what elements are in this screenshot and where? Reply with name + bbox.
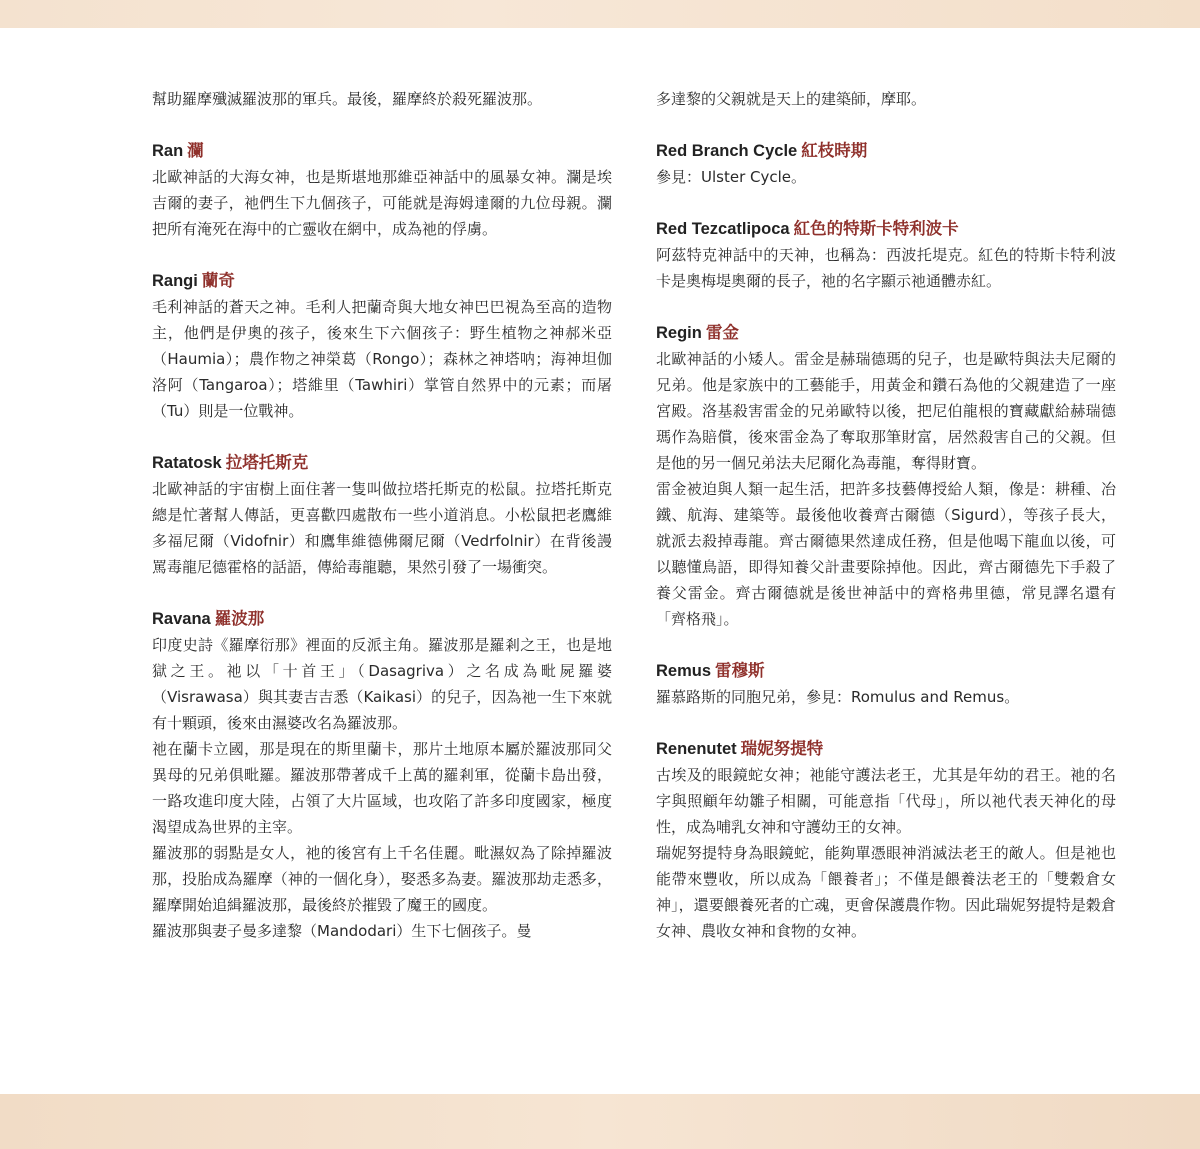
entry-title-zh: 紅色的特斯卡特利波卡 <box>793 220 959 238</box>
entry-title-zh: 拉塔托斯克 <box>225 454 309 472</box>
entry-red-branch-cycle <box>656 139 1116 190</box>
left-column <box>152 86 612 944</box>
entry-paragraph: 雷金被迫與人類一起生活，把許多技藝傳授給人類，像是：耕種、冶鐵、航海、建築等。最後他收養齊古爾德（Sigurd），等孩子長大，就派去殺掉毒龍。齊古爾德果然達成任務，但是他喝下龍血以後，可以聽懂鳥語，即得知養父計畫要除掉他。因此，齊古爾德先下手殺了養父雷金。齊古爾德就是後世神話中的齊格弗里德，常見譯名還有「齊格飛」。 <box>656 480 1116 628</box>
entry-paragraph: 羅慕路斯的同胞兄弟，參見：Romulus and Remus。 <box>656 688 1020 706</box>
entry-title <box>152 607 612 631</box>
entry-title-en: Rangi <box>152 272 198 290</box>
entry-paragraph: 瑞妮努提特身為眼鏡蛇，能夠單憑眼神消滅法老王的敵人。但是祂也能帶來豐收，所以成為「餵養者」；不僅是餵養法老王的「雙穀倉女神」，還要餵養死者的亡魂，更會保護農作物。因此瑞妮努提特是穀倉女神、農收女神和食物的女神。 <box>656 844 1116 940</box>
entry-paragraph: 古埃及的眼鏡蛇女神；祂能守護法老王，尤其是年幼的君王。祂的名字與照顧年幼雛子相關，可能意指「代母」，所以祂代表天神化的母性，成為哺乳女神和守護幼王的女神。 <box>656 766 1116 836</box>
entry-ratatosk <box>152 451 612 580</box>
entry-title <box>656 217 1116 241</box>
entry-rangi <box>152 269 612 424</box>
bottom-paper-band <box>0 1094 1200 1149</box>
entry-renenutet <box>656 737 1116 944</box>
right-lead-text: 多達黎的父親就是天上的建築師，摩耶。 <box>656 90 927 108</box>
entry-title <box>656 659 1116 683</box>
entry-remus <box>656 659 1116 710</box>
entry-title-zh: 瑞妮努提特 <box>740 740 824 758</box>
entry-regin <box>656 321 1116 632</box>
entry-title-en: Renenutet <box>656 740 737 758</box>
entry-paragraph: 北歐神話的小矮人。雷金是赫瑞德瑪的兒子，也是歐特與法夫尼爾的兄弟。他是家族中的工藝能手，用黃金和鑽石為他的父親建造了一座宮殿。洛基殺害雷金的兄弟歐特以後，把尼伯龍根的寶藏獻給赫瑞德瑪作為賠償，後來雷金為了奪取那筆財富，居然殺害自己的父親。但是他的另一個兄弟法夫尼爾化為毒龍，奪得財寶。 <box>656 350 1116 472</box>
entry-ravana <box>152 607 612 944</box>
entry-paragraph: 羅波那的弱點是女人，祂的後宮有上千名佳麗。毗濕奴為了除掉羅波那，投胎成為羅摩（神的一個化身），娶悉多為妻。羅波那劫走悉多，羅摩開始追緝羅波那，最後終於摧毀了魔王的國度。 <box>152 844 612 914</box>
entry-title-zh: 瀾 <box>187 142 204 160</box>
entry-title <box>656 737 1116 761</box>
entry-paragraph: 祂在蘭卡立國，那是現在的斯里蘭卡，那片土地原本屬於羅波那同父異母的兄弟俱毗羅。羅波那帶著成千上萬的羅剎軍，從蘭卡島出發，一路攻進印度大陸，占領了大片區域，也攻陷了許多印度國家，極度渴望成為世界的主宰。 <box>152 740 612 836</box>
entry-paragraph: 北歐神話的大海女神，也是斯堪地那維亞神話中的風暴女神。瀾是埃吉爾的妻子，祂們生下九個孩子，可能就是海姆達爾的九位母親。瀾把所有淹死在海中的亡靈收在網中，成為祂的俘虜。 <box>152 168 612 238</box>
entry-title-zh: 雷金 <box>705 324 739 342</box>
entry-title-en: Remus <box>656 662 712 680</box>
entry-title-en: Ratatosk <box>152 454 222 472</box>
entry-ran <box>152 139 612 242</box>
top-paper-band <box>0 0 1200 28</box>
entry-title-zh: 雷穆斯 <box>715 662 765 680</box>
entry-title-en: Ran <box>152 142 184 160</box>
entry-paragraph: 阿茲特克神話中的天神，也稱為：西波托堤克。紅色的特斯卡特利波卡是奧梅堤奧爾的長子，祂的名字顯示祂通體赤紅。 <box>656 246 1116 290</box>
entry-title-en: Ravana <box>152 610 211 628</box>
entry-title <box>152 139 612 163</box>
entry-title-en: Red Branch Cycle <box>656 142 798 160</box>
entry-title <box>656 139 1116 163</box>
entry-title <box>656 321 1116 345</box>
entry-title <box>152 451 612 475</box>
entry-title-en: Regin <box>656 324 702 342</box>
entry-title-zh: 蘭奇 <box>201 272 235 290</box>
entry-paragraph: 羅波那與妻子曼多達黎（Mandodari）生下七個孩子。曼 <box>152 922 532 940</box>
entry-paragraph: 印度史詩《羅摩衍那》裡面的反派主角。羅波那是羅剎之王，也是地獄之王。祂以「十首王」（Dasagriva）之名成為毗屍羅婆（Visrawasa）與其妻吉吉悉（Kaikasi）的兒子，因為祂一生下來就有十顆頭，後來由濕婆改名為羅波那。 <box>152 636 612 732</box>
entry-title-zh: 羅波那 <box>214 610 265 628</box>
entry-title <box>152 269 612 293</box>
right-column <box>656 86 1116 944</box>
left-lead-text: 幫助羅摩殲滅羅波那的軍兵。最後，羅摩終於殺死羅波那。 <box>152 90 543 108</box>
entry-paragraph: 毛利神話的蒼天之神。毛利人把蘭奇與大地女神巴巴視為至高的造物主，他們是伊奧的孩子，後來生下六個孩子：野生植物之神郝米亞（Haumia）；農作物之神榮葛（Rongo）；森林之神塔呐；海神坦伽洛阿（Tangaroa）；塔維里（Tawhiri）掌管自然界中的元素；而屠（Tu）則是一位戰神。 <box>152 298 612 420</box>
entry-red-tezcatlipoca <box>656 217 1116 294</box>
entry-paragraph: 北歐神話的宇宙樹上面住著一隻叫做拉塔托斯克的松鼠。拉塔托斯克總是忙著幫人傳話，更喜歡四處散布一些小道消息。小松鼠把老鷹維多福尼爾（Vidofnir）和鷹隼維德佛爾尼爾（Vedrfolnir）在背後謾罵毒龍尼德霍格的話語，傳給毒龍聽，果然引發了一場衝突。 <box>152 480 612 576</box>
entry-paragraph: 參見：Ulster Cycle。 <box>656 168 807 186</box>
entry-title-en: Red Tezcatlipoca <box>656 220 790 238</box>
entry-title-zh: 紅枝時期 <box>801 142 868 160</box>
